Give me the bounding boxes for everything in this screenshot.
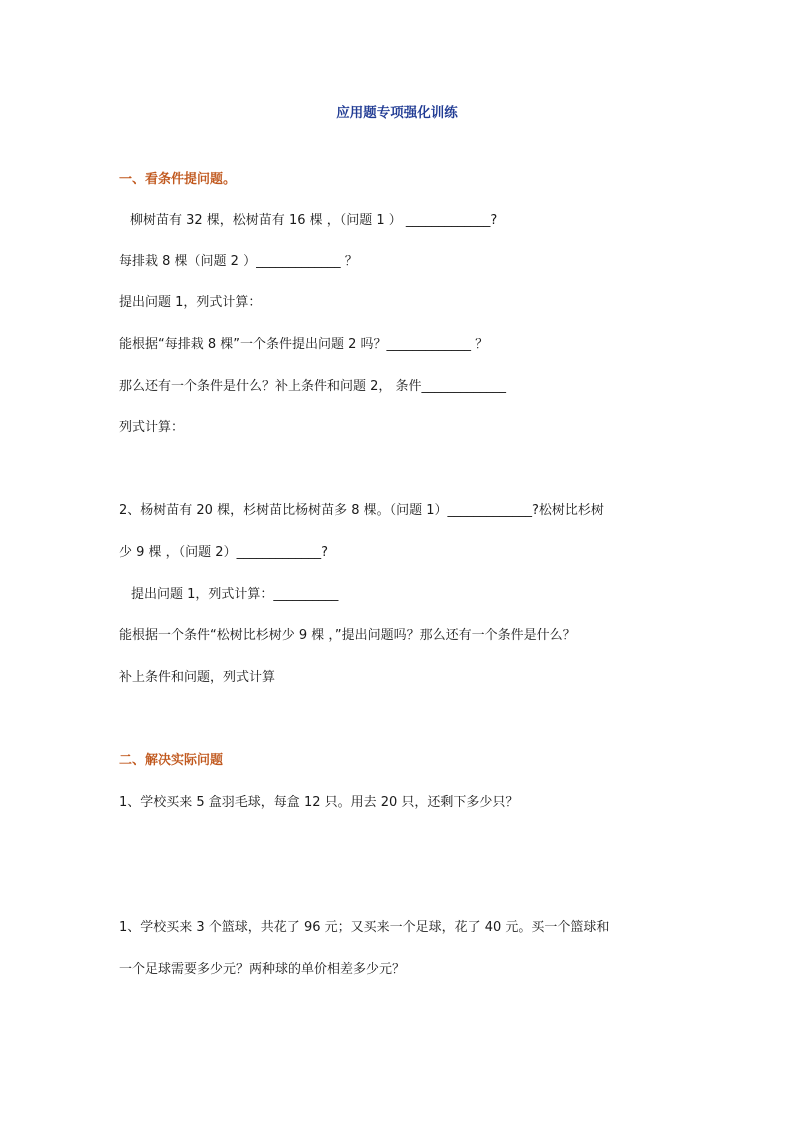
section1-line-5: 那么还有一个条件是什么？补上条件和问题 2， 条件_____________ [119, 379, 507, 394]
section1-line-3: 提出问题 1，列式计算： [119, 295, 262, 310]
section1-line-4: 能根据“每排栽 8 棵”一个条件提出问题 2 吗？_____________ ？ [119, 337, 489, 352]
section1-line-10: 能根据一个条件“松树比杉树少 9 棵 ，”提出问题吗？那么还有一个条件是什么？ [119, 628, 576, 643]
section2-line-1: 1、学校买来 5 盒羽毛球，每盒 12 只。用去 20 只，还剩下多少只？ [119, 795, 519, 810]
section1-line-6: 列式计算： [119, 420, 185, 435]
section2-line-2: 1、学校买来 3 个篮球，共花了 96 元；又买来一个足球，花了 40 元。买一个篮球和 [119, 920, 610, 935]
section2-heading: 二、解决实际问题 [119, 753, 224, 768]
section1-line-7: 2、杨树苗有 20 棵，杉树苗比杨树苗多 8 棵。（问题 1）_____________?松树比杉树 [119, 503, 604, 518]
section1-heading: 一、看条件提问题。 [119, 172, 237, 187]
section1-line-8: 少 9 棵 ，（问题 2）_____________? [119, 545, 328, 560]
section1-line-1: 柳树苗有 32 棵，松树苗有 16 棵 ，（问题 1 ） _____________? [130, 213, 498, 228]
section1-line-11: 补上条件和问题，列式计算 [119, 670, 276, 685]
page-title: 应用题专项强化训练 [336, 105, 458, 121]
section2-line-3: 一个足球需要多少元？两种球的单价相差多少元？ [119, 962, 406, 977]
section1-line-9: 提出问题 1，列式计算：__________ [131, 587, 339, 602]
section1-line-2: 每排栽 8 棵（问题 2 ）_____________ ？ [119, 254, 358, 269]
